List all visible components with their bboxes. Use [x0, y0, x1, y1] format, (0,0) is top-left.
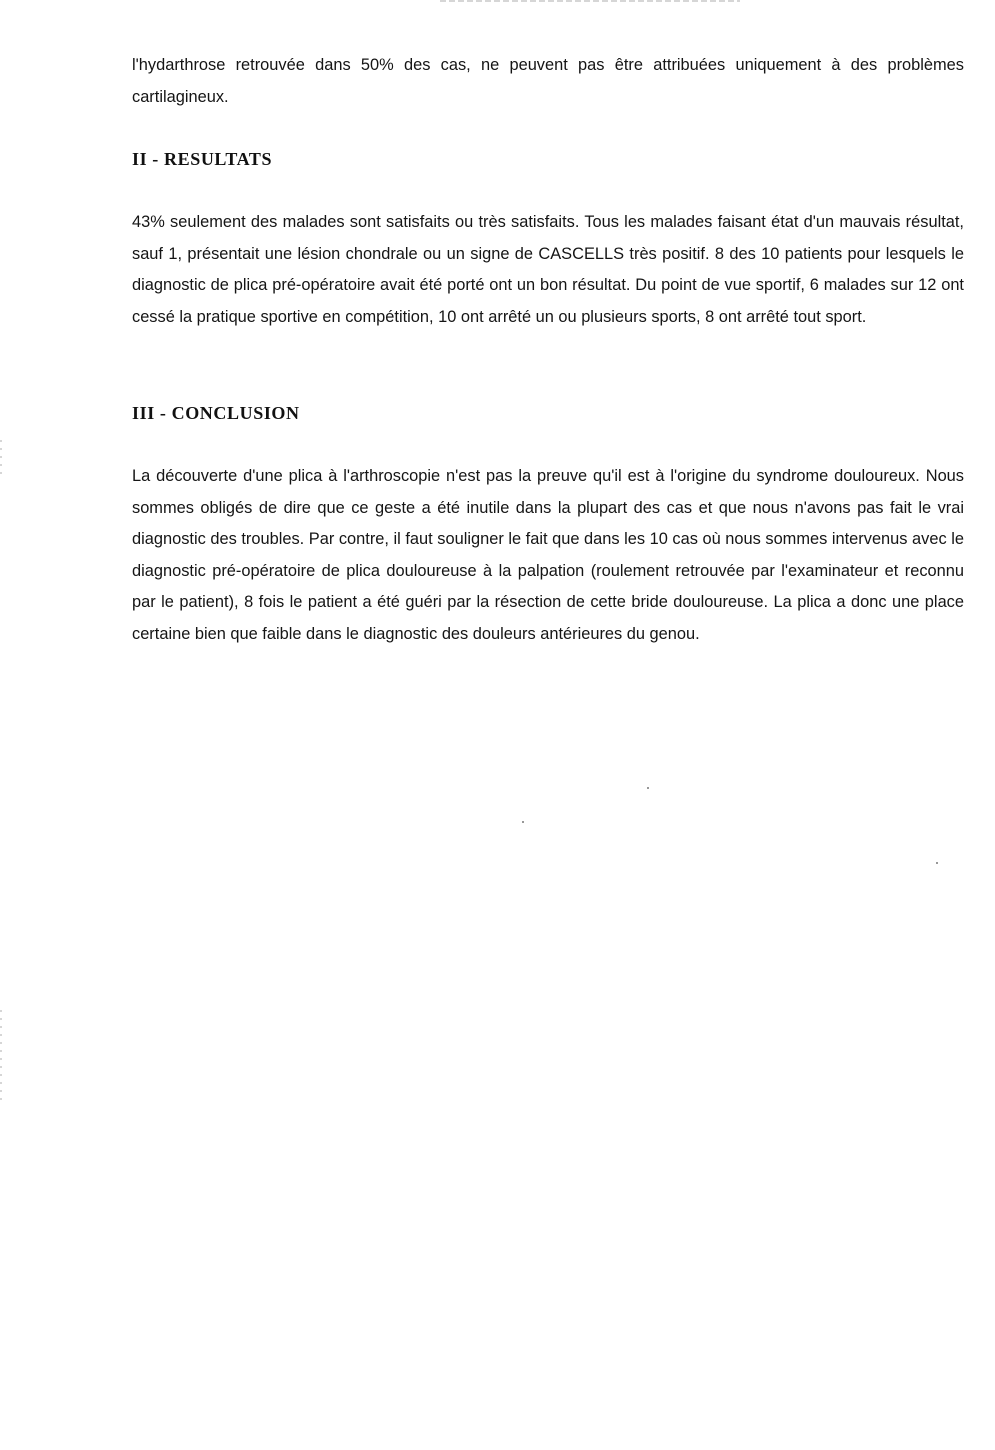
scan-speck [522, 821, 524, 823]
section-heading-conclusion: III - CONCLUSION [132, 403, 300, 423]
scan-edge-marks [0, 1010, 2, 1100]
conclusion-paragraph: La découverte d'une plica à l'arthroscopie n'est pas la preuve qu'il est à l'origine du syndrome douloureux. Nous sommes obligés de dire que ce geste a été inutile dans la plupart des cas et que nous n'avons pas fait le vrai diagnostic des troubles. Par contre, il faut souligner le fait que dans les 10 cas où nous sommes intervenus avec le diagnostic pré-opératoire de plica douloureuse à la palpation (roulement retrouvée par l'examinateur et reconnu par le patient), 8 fois le patient a été guéri par la résection de cette bride douloureuse. La plica a donc une place certaine bien que faible dans le diagnostic des douleurs antérieures du genou. [132, 467, 964, 643]
results-paragraph: 43% seulement des malades sont satisfaits ou très satisfaits. Tous les malades faisant état d'un mauvais résultat, sauf 1, présentait une lésion chondrale ou un signe de CASCELLS très positif. 8 des 10 patients pour lesquels le diagnostic de plica pré-opératoire avait été porté ont un bon résultat. Du point de vue sportif, 6 malades sur 12 ont cessé la pratique sportive en compétition, 10 ont arrêté un ou plusieurs sports, 8 ont arrêté tout sport. [132, 213, 964, 326]
scan-artifact-top [440, 0, 740, 2]
scan-edge-marks [0, 440, 2, 480]
scan-speck [647, 787, 649, 789]
scan-speck [936, 862, 938, 864]
intro-paragraph: l'hydarthrose retrouvée dans 50% des cas, ne peuvent pas être attribuées uniquement à des problèmes cartilagineux. [132, 56, 964, 106]
section-heading-results: II - RESULTATS [132, 149, 273, 169]
